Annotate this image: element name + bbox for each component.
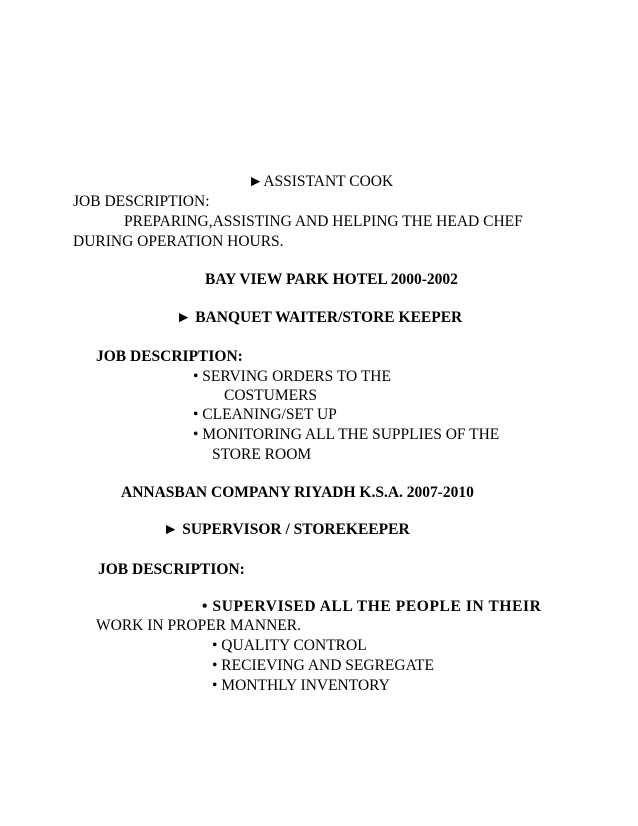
duty-item: • CLEANING/SET UP: [193, 406, 337, 423]
job-description-label: JOB DESCRIPTION:: [98, 561, 245, 578]
job-title-banquet-waiter: ► BANQUET WAITER/STORE KEEPER: [176, 309, 463, 326]
duty-item-continued: WORK IN PROPER MANNER.: [96, 617, 301, 634]
job-description-text: DURING OPERATION HOURS.: [73, 233, 284, 250]
job-description-text: PREPARING,ASSISTING AND HELPING THE HEAD CHEF: [124, 213, 523, 230]
duty-item: • RECIEVING AND SEGREGATE: [212, 657, 434, 674]
job-title-assistant-cook: ►ASSISTANT COOK: [248, 173, 394, 190]
duty-item: • MONITORING ALL THE SUPPLIES OF THE: [193, 426, 500, 443]
duty-item-bold: • SUPERVISED ALL THE PEOPLE IN THEIR: [202, 598, 542, 615]
duty-item-continued: STORE ROOM: [212, 446, 312, 463]
company-heading: BAY VIEW PARK HOTEL 2000-2002: [205, 271, 458, 288]
job-title-supervisor: ► SUPERVISOR / STOREKEEPER: [163, 521, 410, 538]
duty-item: • MONTHLY INVENTORY: [212, 677, 390, 694]
duty-item: • SERVING ORDERS TO THE: [193, 368, 391, 385]
job-description-label: JOB DESCRIPTION:: [96, 348, 243, 365]
duty-item-continued: COSTUMERS: [224, 387, 318, 404]
company-heading: ANNASBAN COMPANY RIYADH K.S.A. 2007-2010: [121, 484, 474, 501]
duty-item: • QUALITY CONTROL: [212, 637, 367, 654]
job-description-label: JOB DESCRIPTION:: [73, 193, 210, 210]
